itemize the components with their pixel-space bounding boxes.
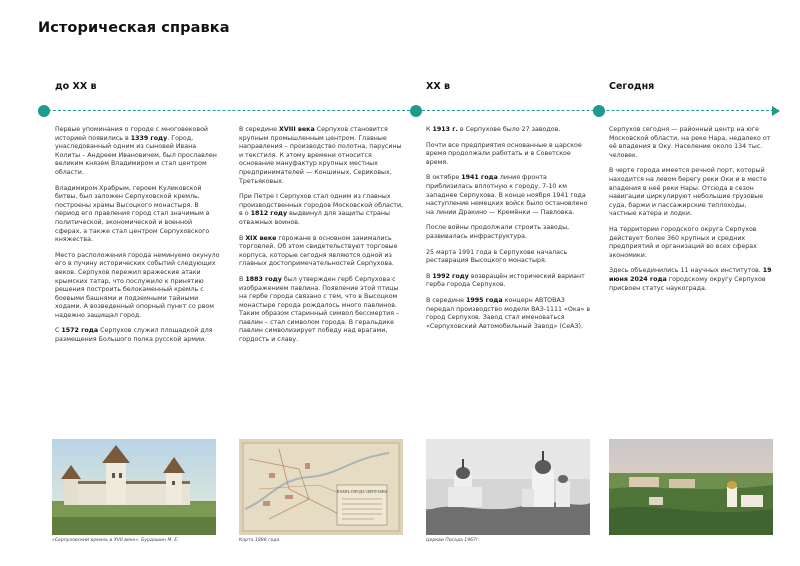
highlight-date: 1812 году	[250, 210, 288, 218]
text-run: горожане в основном занимались торговлей. Об этом свидетельствуют торговые корпуса, которые сегодня являются одной из главных достопримечательностей Серпухова.	[239, 234, 398, 268]
timeline-dot-today	[593, 105, 605, 117]
paragraph	[609, 126, 774, 160]
highlight-date: XVIII века	[278, 126, 315, 133]
timeline-dot-20th	[410, 105, 422, 117]
paragraph	[426, 142, 591, 168]
highlight-date: 1995 года	[465, 296, 503, 304]
timeline-dashed-line	[38, 110, 774, 111]
text-run: При Петре I Серпухов стал одним из главных производственных городов Московской области, в о	[239, 193, 404, 218]
paragraph	[609, 267, 774, 293]
paragraph	[239, 126, 404, 186]
text-run: Здесь объединились 11 научных институтов.	[609, 267, 763, 275]
text-run: Серпухов сегодня — районный центр на юге Московской области, на реке Нара, недалеко от её впадения в Оку. Население около 134 тыс. человек.	[609, 126, 771, 159]
photo-modern-serpukhov	[609, 439, 773, 535]
timeline-dot-pre-20th	[38, 105, 50, 117]
photo-caption-map: Карта 1888 года	[239, 538, 280, 543]
photo-kremlin-painting	[52, 439, 216, 535]
text-column-1	[55, 126, 220, 352]
highlight-date: 1339 году	[130, 134, 168, 142]
text-run: На территории городского округа Серпухов действует более 360 крупных и средних предприятий и организаций во всех сферах экономики.	[609, 225, 757, 259]
text-run: После войны продолжали строить заводы, развивалась инфраструктура.	[426, 224, 570, 240]
text-run: Место расположения города неминуемо окунуло его в пучину исторических событий следующих веков. Серпухов пережил вражеские атаки крымских татар, что послужило к принятию решения построить белокаменный кремль с боевыми башнями и подземными тайными ходами. А возведенный опорный пункт со рвом надежно защищал город.	[55, 251, 220, 319]
highlight-date: 1992 году	[432, 272, 469, 280]
text-column-2	[239, 126, 404, 352]
map-plate-heading: ПЛАНЪ ГОРОДА СЕРПУХОВА	[336, 490, 388, 494]
text-run: . Город, унаследованный одним из сыновей Ивана Колиты – Андреем Ивановичем, был прославлен великим князем Владимиром и стал центром области.	[55, 134, 217, 176]
text-column-3	[426, 126, 591, 338]
text-run: Серпухов становится крупным промышленным центром. Главные направления – производство полотна, парусины и текстиля. К этому времени относится основание мануфактур крупных местных предпринимателей — Коншиных, Сериковых, Третьяковых.	[239, 126, 402, 185]
timeline-arrow-icon	[772, 106, 780, 116]
timeline	[38, 105, 780, 117]
era-label-20th: XX в	[426, 81, 450, 92]
paragraph	[55, 252, 220, 321]
text-run: городскому округу Серпухов присвоен статус наукограда.	[609, 275, 766, 292]
era-label-pre-20th: до XX в	[55, 81, 97, 92]
text-run: Почти все предприятия основанные в царское время продолжали работать и в Советское время.	[426, 141, 582, 166]
paragraph	[609, 167, 774, 219]
text-run: концерн АВТОВАЗ передал производство модели ВАЗ-1111 «Ока» в город Серпухов. Завод стал именоваться «Серпуховский Автомобильный Завод» (СеАЗ).	[426, 296, 591, 330]
text-run: выдвинул для защиты страны отважных воинов.	[239, 210, 390, 226]
paragraph	[55, 185, 220, 245]
paragraph	[55, 327, 220, 344]
photo-caption-kremlin: «Серпуховский кремль в XVII веке». Бурдашин М. Е.	[52, 538, 179, 543]
text-run: линия фронта приблизилась вплотную к городу, 7-10 км западнее Серпухова. В конце ноября 1941 года наступление немецких войск было остановлено на линии Дракино — Кремёнки — Павловка.	[426, 174, 588, 216]
text-run: В октябре	[426, 174, 462, 182]
paragraph	[426, 249, 591, 266]
paragraph	[239, 193, 404, 227]
paragraph	[426, 224, 591, 241]
text-run: К	[426, 126, 433, 133]
page-title: Историческая справка	[38, 20, 230, 36]
era-label-today: Сегодня	[609, 81, 655, 92]
text-run: в Серпухове было 27 заводов.	[457, 126, 561, 133]
paragraph	[426, 273, 591, 290]
photo-map-1888	[239, 439, 403, 535]
text-run: В черте города имеется речной порт, который находится на левом берегу реки Оки и в месте впадения в неё реки Нары. Отсюда в сезон навигации циркулируют небольшие грузовые суда, баржи и пассажирские теплоходы, частные катера и лодки.	[609, 167, 767, 218]
text-run: Первые упоминания о городе с многовековой историей появились в	[55, 126, 209, 142]
text-run: В	[426, 272, 433, 280]
photo-caption-churches: Церкви Посада 1967г.	[426, 538, 480, 543]
text-run: В	[239, 275, 246, 283]
highlight-date: 1913 г.	[432, 126, 458, 133]
text-run: В середине	[426, 296, 466, 304]
paragraph	[426, 297, 591, 331]
text-run: С	[55, 327, 62, 335]
paragraph	[426, 126, 591, 135]
text-run: был утвержден герб Серпухова с изображением павлина. Появление этой птицы на гербе города связано с тем, что в Высоцком монастыре города рождалось много павлинов. Таким образом старинный символ бессмертия – павлин – стал символом города. В геральдике павлин символизирует победу над врагами, гордость и славу.	[239, 275, 400, 344]
highlight-date: 19 июня 2024 года	[609, 267, 772, 283]
text-column-4	[609, 126, 774, 300]
highlight-date: XIX веке	[245, 234, 277, 242]
paragraph	[239, 276, 404, 345]
highlight-date: 1941 года	[461, 174, 498, 182]
paragraph	[609, 226, 774, 260]
text-run: В	[239, 234, 246, 242]
paragraph	[239, 235, 404, 269]
highlight-date: 1572 года	[61, 327, 99, 335]
highlight-date: 1883 году	[245, 275, 282, 283]
paragraph	[426, 174, 591, 217]
text-run: Владимиром Храбрым, героем Куликовской битвы, был заложен Серпуховской кремль, построены храмы Высоцкого монастыря. В период его правления город стал значимым в политической, экономической и военной сферах, а также стал центром Серпуховского княжества.	[55, 184, 210, 244]
paragraph	[55, 126, 220, 178]
photo-churches-1967	[426, 439, 590, 535]
text-run: возвращён исторический вариант герба города Серпухов.	[426, 272, 585, 289]
text-run: 25 марта 1991 года в Серпухове началась реставрация Высоцкого монастыря.	[426, 248, 568, 265]
text-run: В середине	[239, 126, 279, 133]
text-run: Серпухов служил площадкой для размещения Большого полка русской армии.	[55, 327, 213, 344]
